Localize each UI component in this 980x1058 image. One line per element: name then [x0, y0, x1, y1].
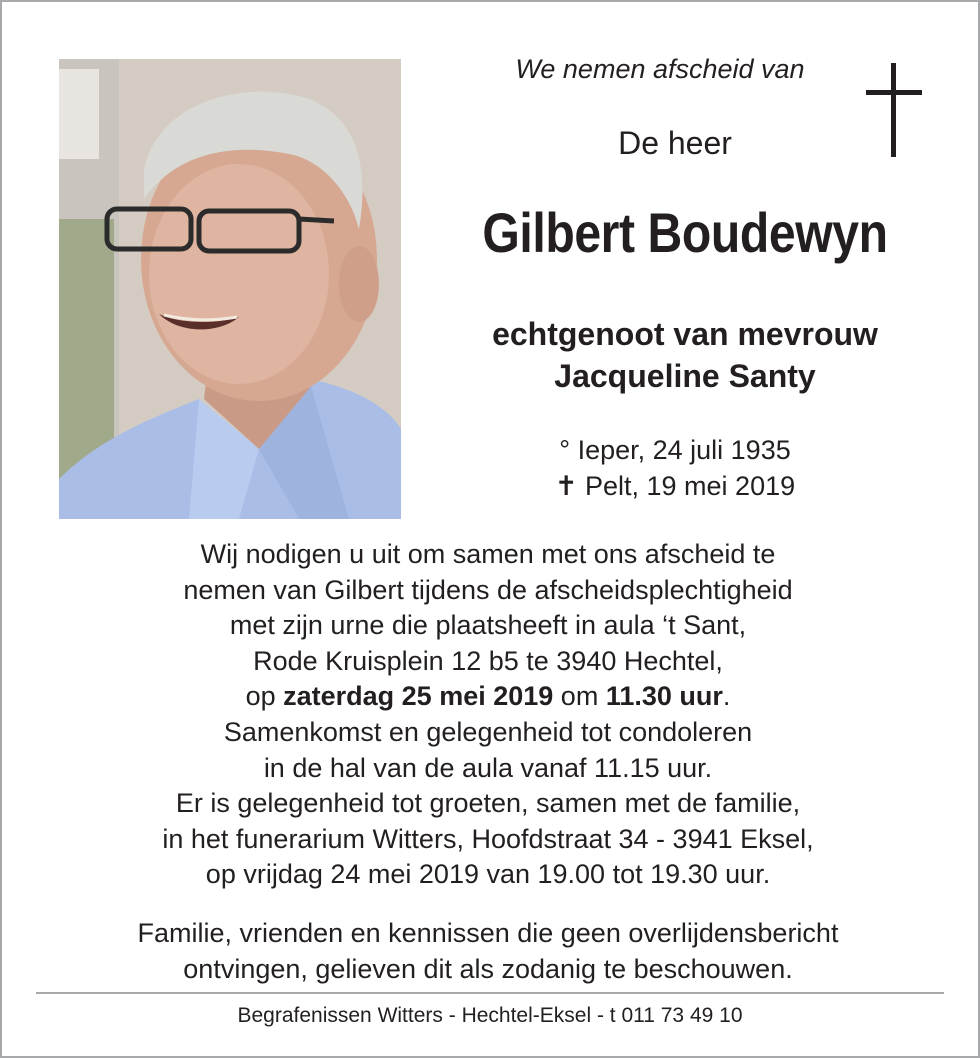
closing-text	[60, 916, 916, 987]
death-date: ✝ Pelt, 19 mei 2019	[554, 471, 796, 501]
invitation-line: op vrijdag 24 mei 2019 van 19.00 tot 19.30 uur.	[205, 859, 771, 890]
closing-line: Familie, vrienden en kennissen die geen overlijdensbericht	[137, 918, 839, 948]
intro-text: We nemen afscheid van	[515, 54, 805, 84]
portrait-photo	[59, 59, 401, 519]
deceased-name: Gilbert Boudewyn	[482, 201, 888, 264]
ceremony-line	[60, 679, 916, 715]
birth-date: ° Ieper, 24 juli 1935	[559, 435, 791, 465]
dates-block	[440, 432, 910, 504]
ceremony-suffix: .	[722, 681, 731, 712]
ceremony-date: zaterdag 25 mei 2019	[283, 681, 554, 712]
ceremony-mid: om	[553, 681, 606, 712]
invitation-text	[60, 537, 916, 893]
spouse-line-2: Jacqueline Santy	[554, 358, 816, 394]
invitation-line: Er is gelegenheid tot groeten, samen met de familie,	[175, 788, 801, 819]
ceremony-time: 11.30 uur	[605, 681, 723, 712]
ceremony-prefix: op	[245, 681, 284, 712]
invitation-line: Wij nodigen u uit om samen met ons afscheid te	[200, 539, 776, 569]
closing-line: ontvingen, gelieven dit als zodanig te beschouwen.	[183, 953, 793, 984]
spouse-line-1: echtgenoot van mevrouw	[492, 316, 878, 352]
invitation-line: nemen van Gilbert tijdens de afscheidsplechtigheid	[183, 574, 793, 605]
invitation-line: Samenkomst en gelegenheid tot condoleren	[223, 716, 753, 747]
invitation-line: in de hal van de aula vanaf 11.15 uur.	[263, 752, 713, 783]
invitation-line: met zijn urne die plaatsheeft in aula ‘t Sant,	[229, 610, 747, 641]
invitation-line: Rode Kruisplein 12 b5 te 3940 Hechtel,	[253, 645, 723, 676]
cross-icon	[866, 63, 922, 157]
honorific: De heer	[618, 125, 732, 161]
spouse-block	[420, 313, 950, 397]
footer-divider	[36, 992, 944, 994]
invitation-line: in het funerarium Witters, Hoofdstraat 34 - 3941 Eksel,	[162, 823, 814, 854]
funeral-home-footer: Begrafenissen Witters - Hechtel-Eksel - t 011 73 49 10	[237, 1004, 743, 1027]
